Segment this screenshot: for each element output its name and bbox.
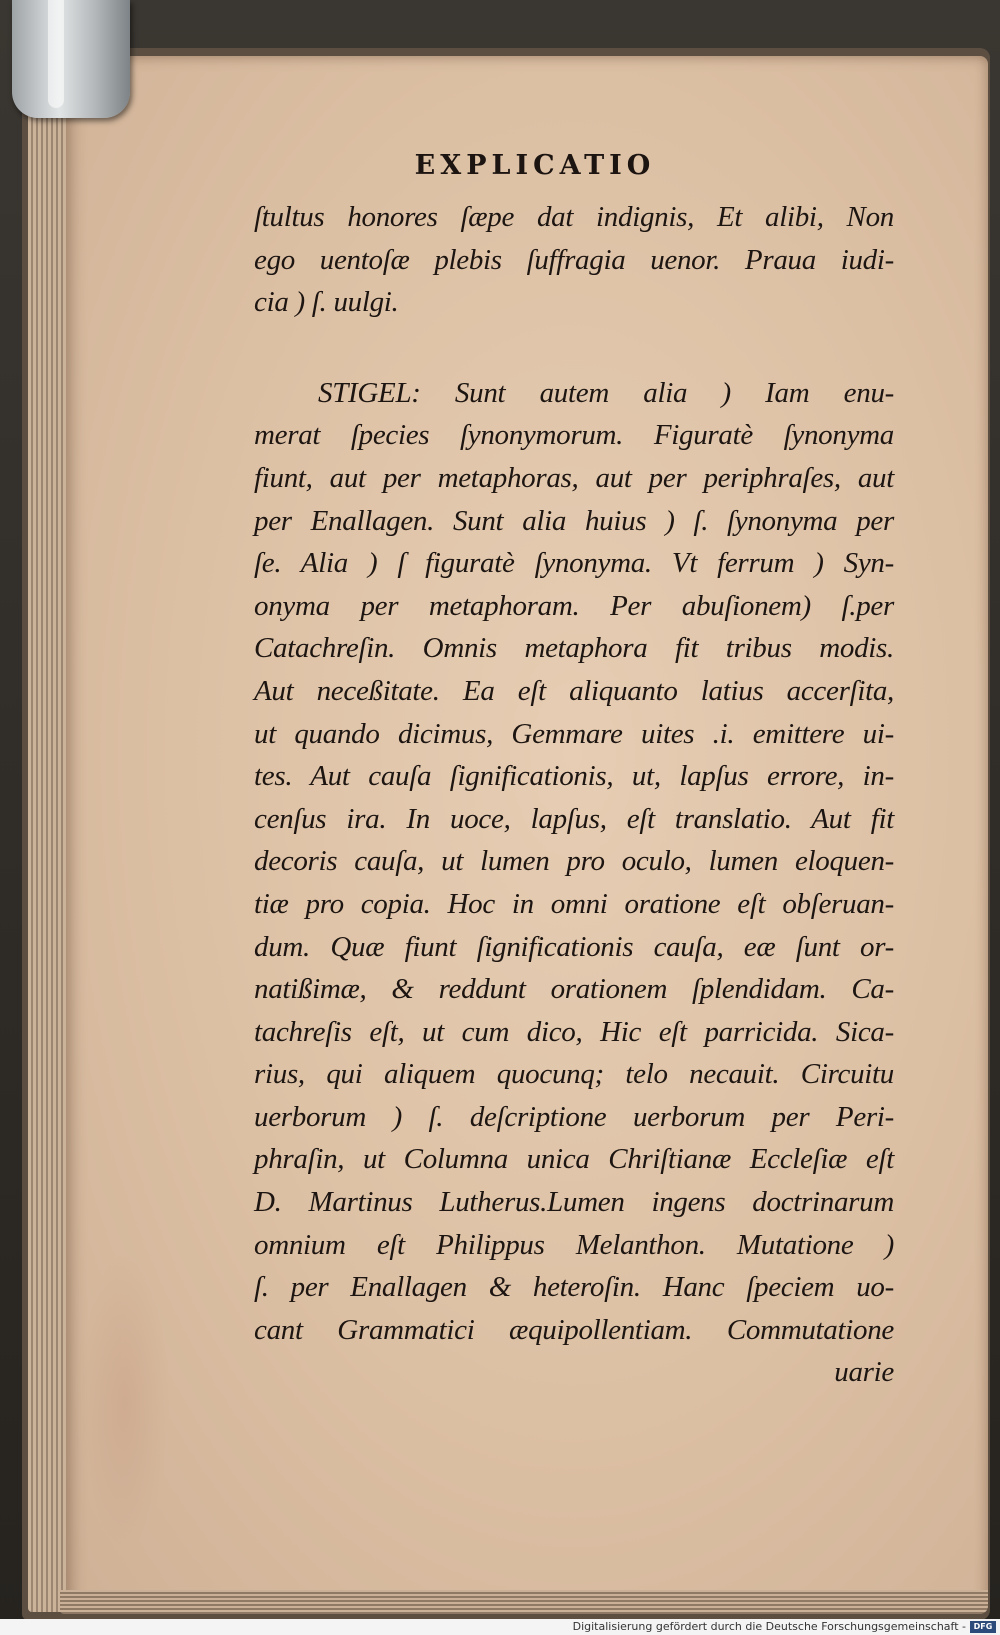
text-line: cant Grammatici æquipollentiam. Commutatione	[254, 1313, 894, 1346]
text-line: natißimæ, & reddunt orationem ſplendidam. Ca-	[254, 973, 894, 1006]
text-line: onyma per metaphoram. Per abuſionem) ſ.per	[254, 589, 894, 622]
text-line: Aut neceßitate. Ea eſt aliquanto latius accerſita,	[254, 674, 894, 707]
text-line: fiunt, aut per metaphoras, aut per periphraſes, aut	[254, 461, 894, 494]
text-line: cenſus ira. In uoce, lapſus, eſt translatio. Aut fit	[254, 802, 894, 835]
text-line: ut quando dicimus, Gemmare uites .i. emittere ui-	[254, 717, 894, 750]
funding-credit: Digitalisierung gefördert durch die Deutsche Forschungsgemeinschaft -	[572, 1620, 966, 1633]
text-line: merat ſpecies ſynonymorum. Figuratè ſynonyma	[254, 419, 894, 452]
text-line: ſe. Alia ) ſ figuratè ſynonyma. Vt ferrum ) Syn-	[254, 547, 894, 580]
running-head: EXPLICATIO	[414, 150, 656, 181]
text-line: STIGEL: Sunt autem alia ) Iam enu-	[318, 376, 894, 409]
book-clip	[12, 0, 130, 118]
text-line: ſtultus honores ſæpe dat indignis, Et alibi, Non	[254, 201, 894, 233]
text-line: decoris cauſa, ut lumen pro oculo, lumen eloquen-	[254, 845, 894, 878]
catchword: uarie	[834, 1356, 894, 1389]
text-line: omnium eſt Philippus Melanthon. Mutatione )	[254, 1228, 894, 1261]
text-line: tiæ pro copia. Hoc in omni oratione eſt obſeruan-	[254, 887, 894, 920]
page-bottom-edges	[60, 1590, 988, 1614]
text-line: cia ) ſ. uulgi.	[254, 286, 399, 319]
page-stain	[80, 1250, 170, 1550]
text-line: dum. Quæ fiunt ſignificationis cauſa, eæ ſunt or-	[254, 930, 894, 963]
text-line: ſ. per Enallagen & heteroſin. Hanc ſpeciem uo-	[254, 1271, 894, 1304]
text-line: tachreſis eſt, ut cum dico, Hic eſt parricida. Sica-	[254, 1015, 894, 1048]
paragraph-gap	[254, 324, 894, 372]
text-block	[254, 196, 894, 1394]
clip-shine	[48, 0, 64, 108]
text-line: uerborum ) ſ. deſcriptione uerborum per Peri-	[254, 1100, 894, 1133]
text-line: Catachreſin. Omnis metaphora fit tribus modis.	[254, 632, 894, 665]
text-line: per Enallagen. Sunt alia huius ) ſ. ſynonyma per	[254, 504, 894, 537]
dfg-logo: DFG	[970, 1621, 996, 1633]
text-line: tes. Aut cauſa ſignificationis, ut, lapſus errore, in-	[254, 760, 894, 793]
text-line: phraſin, ut Columna unica Chriſtianæ Eccleſiæ eſt	[254, 1143, 894, 1176]
text-line: D. Martinus Lutherus.Lumen ingens doctrinarum	[254, 1186, 894, 1219]
text-line: rius, qui aliquem quocunq; telo necauit. Circuitu	[254, 1058, 894, 1091]
text-line: ego uentoſæ plebis ſuffragia uenor. Praua iudi-	[254, 243, 894, 276]
